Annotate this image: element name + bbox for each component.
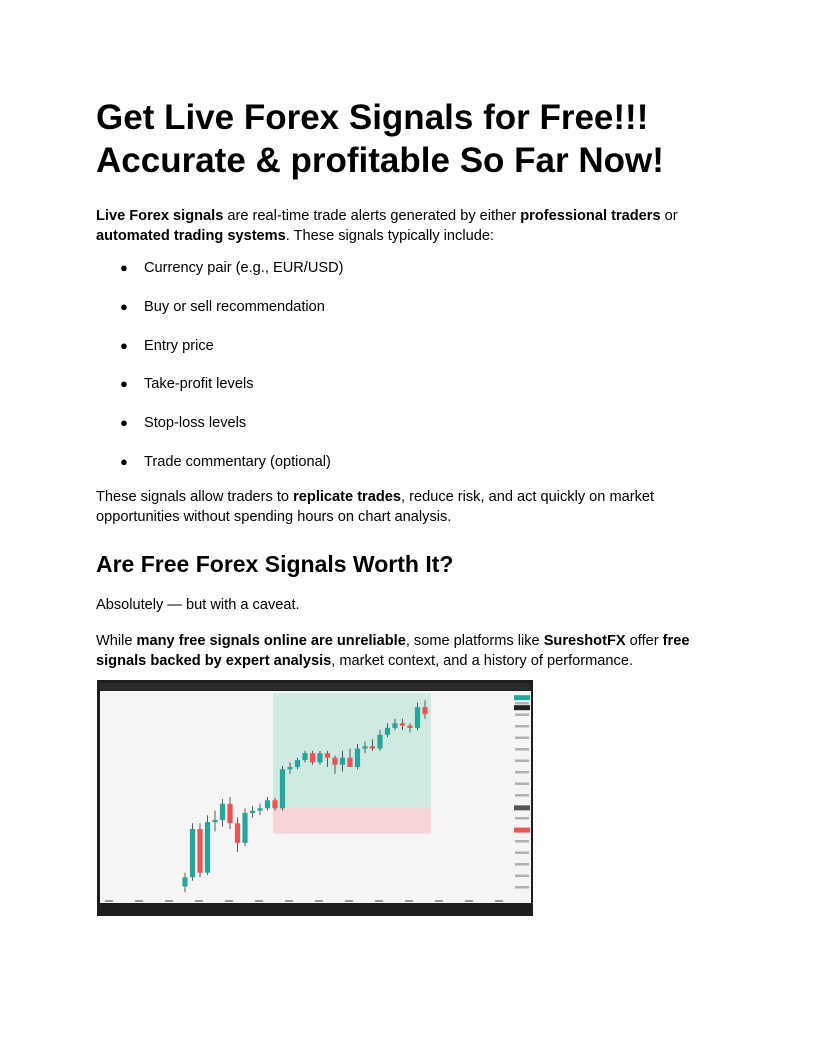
bullish-candle (295, 760, 300, 767)
list-item (96, 413, 720, 433)
time-axis-tick (285, 900, 293, 902)
price-axis-tick (515, 863, 529, 866)
list-item (96, 297, 720, 317)
price-axis-tick (515, 875, 529, 878)
intro-text-3: . These signals typically include: (285, 228, 494, 244)
time-axis-tick (225, 900, 233, 902)
time-axis-tick (435, 900, 443, 902)
time-axis-tick (195, 900, 203, 902)
while-text-2: , some platforms like (405, 632, 544, 649)
bullet-icon: ● (120, 415, 128, 431)
forex-chart-screenshot (97, 680, 533, 916)
list-item (96, 374, 720, 394)
bullet-icon: ● (120, 298, 128, 314)
price-axis-tick (515, 760, 529, 763)
bullish-candle (242, 813, 247, 843)
price-axis-tick (515, 748, 529, 751)
bullish-candle (220, 804, 225, 820)
page-title (96, 96, 720, 182)
list-item (96, 452, 720, 472)
bullet-icon: ● (120, 376, 128, 392)
bullish-candle (190, 829, 195, 877)
bullish-candle (317, 753, 322, 762)
while-bold-1: many free signals online are unreliable (136, 632, 406, 649)
current-price-marker (514, 705, 530, 710)
bullish-candle (355, 749, 360, 767)
price-axis-tick (515, 702, 529, 705)
candlestick-chart (97, 680, 533, 916)
time-axis-tick (345, 900, 353, 902)
while-text-3: offer (625, 632, 663, 649)
list-item-text: Entry price (144, 337, 214, 354)
time-axis-tick (375, 900, 383, 902)
stop-loss-zone (273, 808, 431, 833)
intro-bold-2: professional traders (520, 208, 661, 224)
intro-bold-3: automated trading systems (96, 228, 286, 244)
price-axis-tick (515, 737, 529, 740)
list-item-text: Take-profit levels (144, 376, 254, 393)
intro-paragraph (96, 206, 720, 246)
bullet-icon: ● (120, 453, 128, 469)
sureshot-paragraph (96, 631, 720, 671)
bullish-candle (212, 820, 217, 822)
while-bold-2: SureshotFX (543, 632, 626, 649)
time-axis-tick (465, 900, 473, 902)
bullish-candle (250, 811, 255, 813)
entry-price-marker (514, 805, 530, 810)
bearish-candle (332, 758, 337, 765)
take-profit-price-marker (514, 695, 530, 700)
bullish-candle (385, 728, 390, 735)
list-item-text: Stop-loss levels (144, 415, 247, 432)
price-axis-tick (515, 714, 529, 717)
bearish-candle (400, 723, 405, 725)
section-heading: Are Free Forex Signals Worth It? (96, 550, 454, 577)
price-axis-tick (515, 840, 529, 843)
bullet-icon: ● (120, 337, 128, 353)
bullish-candle (302, 753, 307, 760)
stop-loss-price-marker (514, 828, 530, 833)
price-axis-tick (515, 725, 529, 728)
while-text-4: , market context, and a history of performance. (331, 652, 633, 669)
bearish-candle (272, 800, 277, 808)
while-bold-3: free signals backed by expert analysis (96, 632, 690, 669)
bullish-candle (280, 769, 285, 808)
list-item-text: Trade commentary (optional) (144, 453, 331, 470)
bearish-candle (235, 823, 240, 843)
signal-components-list (96, 258, 720, 472)
replicate-paragraph (96, 487, 720, 527)
bullish-candle (265, 800, 270, 808)
time-axis-tick (405, 900, 413, 902)
list-item-text: Buy or sell recommendation (144, 298, 325, 315)
caveat-paragraph: Absolutely — but with a caveat. (96, 596, 300, 613)
list-item (96, 258, 720, 278)
bullish-candle (205, 822, 210, 873)
replicate-text-1: These signals allow traders to (96, 488, 294, 505)
bullish-candle (340, 758, 345, 765)
price-axis-tick (515, 771, 529, 774)
bullish-candle (182, 877, 187, 886)
bullish-candle (377, 735, 382, 749)
list-item-text: Currency pair (e.g., EUR/USD) (144, 260, 344, 276)
bearish-candle (310, 753, 315, 762)
bearish-candle (422, 707, 427, 714)
replicate-text-2: , reduce risk, and act quickly on market opportunities without spending hours on chart analysis. (96, 488, 655, 525)
list-item (96, 336, 720, 356)
price-axis-tick (515, 886, 529, 889)
time-axis-tick (255, 900, 263, 902)
time-axis-tick (105, 900, 113, 902)
time-axis-tick (135, 900, 143, 902)
bullet-icon: ● (120, 260, 128, 275)
intro-text-1: are real-time trade alerts generated by either (223, 208, 521, 224)
title-line-2: Accurate & profitable So Far Now! (96, 141, 664, 180)
chart-footer (100, 906, 530, 914)
price-axis-tick (515, 783, 529, 786)
chart-toolbar (100, 683, 530, 690)
price-axis (512, 691, 531, 903)
intro-text-2: or (660, 208, 678, 224)
bearish-candle (197, 829, 202, 873)
bullish-candle (415, 707, 420, 728)
bearish-candle (347, 758, 352, 767)
bullish-candle (362, 746, 367, 748)
take-profit-zone (273, 693, 431, 808)
bearish-candle (325, 753, 330, 758)
while-text-1: While (96, 632, 137, 649)
title-line-1: Get Live Forex Signals for Free!!! (96, 98, 649, 137)
document-body (96, 96, 720, 671)
time-axis-tick (165, 900, 173, 902)
bullish-candle (287, 767, 292, 769)
bearish-candle (407, 726, 412, 728)
time-axis-tick (315, 900, 323, 902)
bearish-candle (227, 804, 232, 824)
intro-bold-1: Live Forex signals (96, 208, 224, 224)
price-axis-tick (515, 852, 529, 855)
price-axis-tick (515, 817, 529, 820)
bullish-candle (392, 723, 397, 728)
bullish-candle (257, 808, 262, 810)
replicate-bold: replicate trades (293, 488, 401, 505)
price-axis-tick (515, 794, 529, 797)
time-axis-tick (495, 900, 503, 902)
bearish-candle (370, 746, 375, 748)
